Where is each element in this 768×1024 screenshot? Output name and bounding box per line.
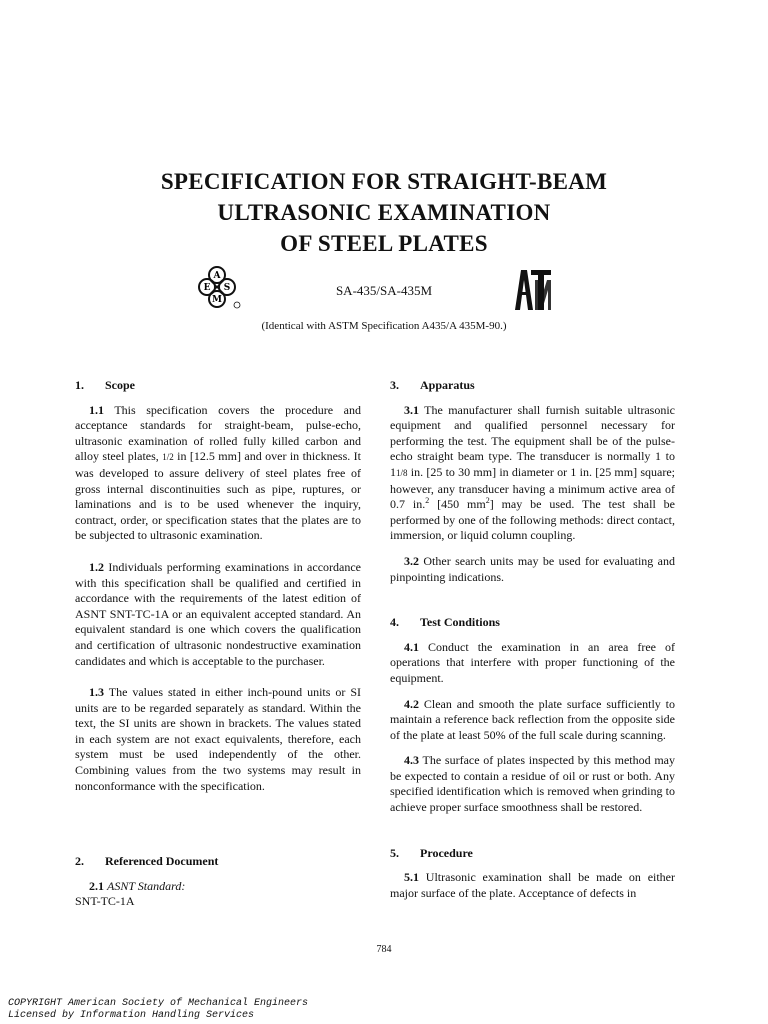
paragraph-5-1: 5.1 Ultrasonic examination shall be made on either major surface of the plate. Acceptance of defects in [390,870,676,900]
footer-line-2: Licensed by Information Handling Services [8,1010,255,1021]
svg-text:A: A [213,271,221,281]
paragraph-4-1: 4.1 Conduct the examination in an area free of operations that interfere with proper functioning of the equipment. [390,639,675,685]
paragraph-4-3: 4.3 The surface of plates inspected by this method may be expected to contain a residue of oil or rust or both. Any specified identification which is removed when grinding to achieve proper surface smoothness shall be restored. [390,753,675,815]
svg-text:E: E [203,283,211,293]
paragraph-4-2: 4.2 Clean and smooth the plate surface sufficiently to maintain a reference back reflection from the opposite side of the plate at least 50% of the full scale during scanning. [390,696,676,742]
right-column [390,378,675,901]
title-line-2: ULTRASONIC EXAMINATION [217,200,551,225]
designation: SA-435/SA-435M [335,283,433,298]
paragraph-1-3: 1.3 The values stated in either inch-pound units or SI units are to be regarded separately as standard. Within the text, the SI units are shown in brackets. The values stated in each system are not exact equivalents, therefore, each system must be used independently of the other. Combining values from the two systems may result in nonconformance with the specification. [75,685,361,793]
paragraph-1-1: 1.1 This specification covers the procedure and acceptance standards for straight-beam, pulse-echo, ultrasonic examination of rolled fully killed carbon and alloy steel plates, 1/2 in [12.5 mm] and over in thickness. It was developed to assure delivery of steel plates free of gross internal discontinuities such as pipe, ruptures, or laminations and is to be used whenever the inquiry, contract, order, or specification states that the plates are to be subjected to ultrasonic examination. [75,402,361,543]
left-column [75,378,361,910]
svg-text:M: M [212,295,222,305]
section-heading-referenced-document: 2. Referenced Document [75,854,219,869]
identical-note: (Identical with ASTM Specification A435/A 435M-90.) [261,320,507,332]
paragraph-3-1: 3.1 The manufacturer shall furnish suitable ultrasonic equipment and qualified personnel necessary for performing the test. The equipment shall be of the pulse-echo straight beam type. The transducer is normally 1 to 11/8 in. [25 to 30 mm] in diameter or 1 in. [25 mm] square; however, any transducer having a minimum active area of 0.7 in.$^2$ [450 $mm^2$] may be used. The test shall be performed by one of the following methods: direct contact, immersion, or liquid column coupling. [390,402,675,543]
svg-text:S: S [223,283,231,293]
section-heading-apparatus: 3. Apparatus [390,378,475,392]
title-line-1: SPECIFICATION FOR STRAIGHT-BEAM [160,169,608,194]
copyright-footer [8,998,308,1022]
section-heading-test-conditions: 4. Test Conditions [390,615,500,630]
section-heading-scope: 1. Scope [75,378,135,392]
page-number: 784 [376,944,392,955]
paragraph-2-1: 2.1 ASNT Standard: [89,878,186,893]
referenced-standard-item: SNT-TC-1A [75,894,135,909]
paragraph-1-2: 1.2 Individuals performing examinations in accordance with this specification shall be qualified and certified in accordance with the requirements of the latest edition of ASNT SNT-TC-1A or an equivalent accepted standard. An equivalent standard is one which covers the qualification and certification of ultrasonic nondestructive examination candidates and which is acceptable to the purchaser. [75,559,362,668]
astm-logo-icon [511,266,555,312]
section-heading-procedure: 5. Procedure [390,845,473,860]
title-line-3: OF STEEL PLATES [280,231,488,256]
footer-line-1: COPYRIGHT American Society of Mechanical Engineers [8,998,309,1009]
document-title [0,166,768,259]
paragraph-3-2: 3.2 Other search units may be used for evaluating and pinpointing indications. [390,553,676,584]
